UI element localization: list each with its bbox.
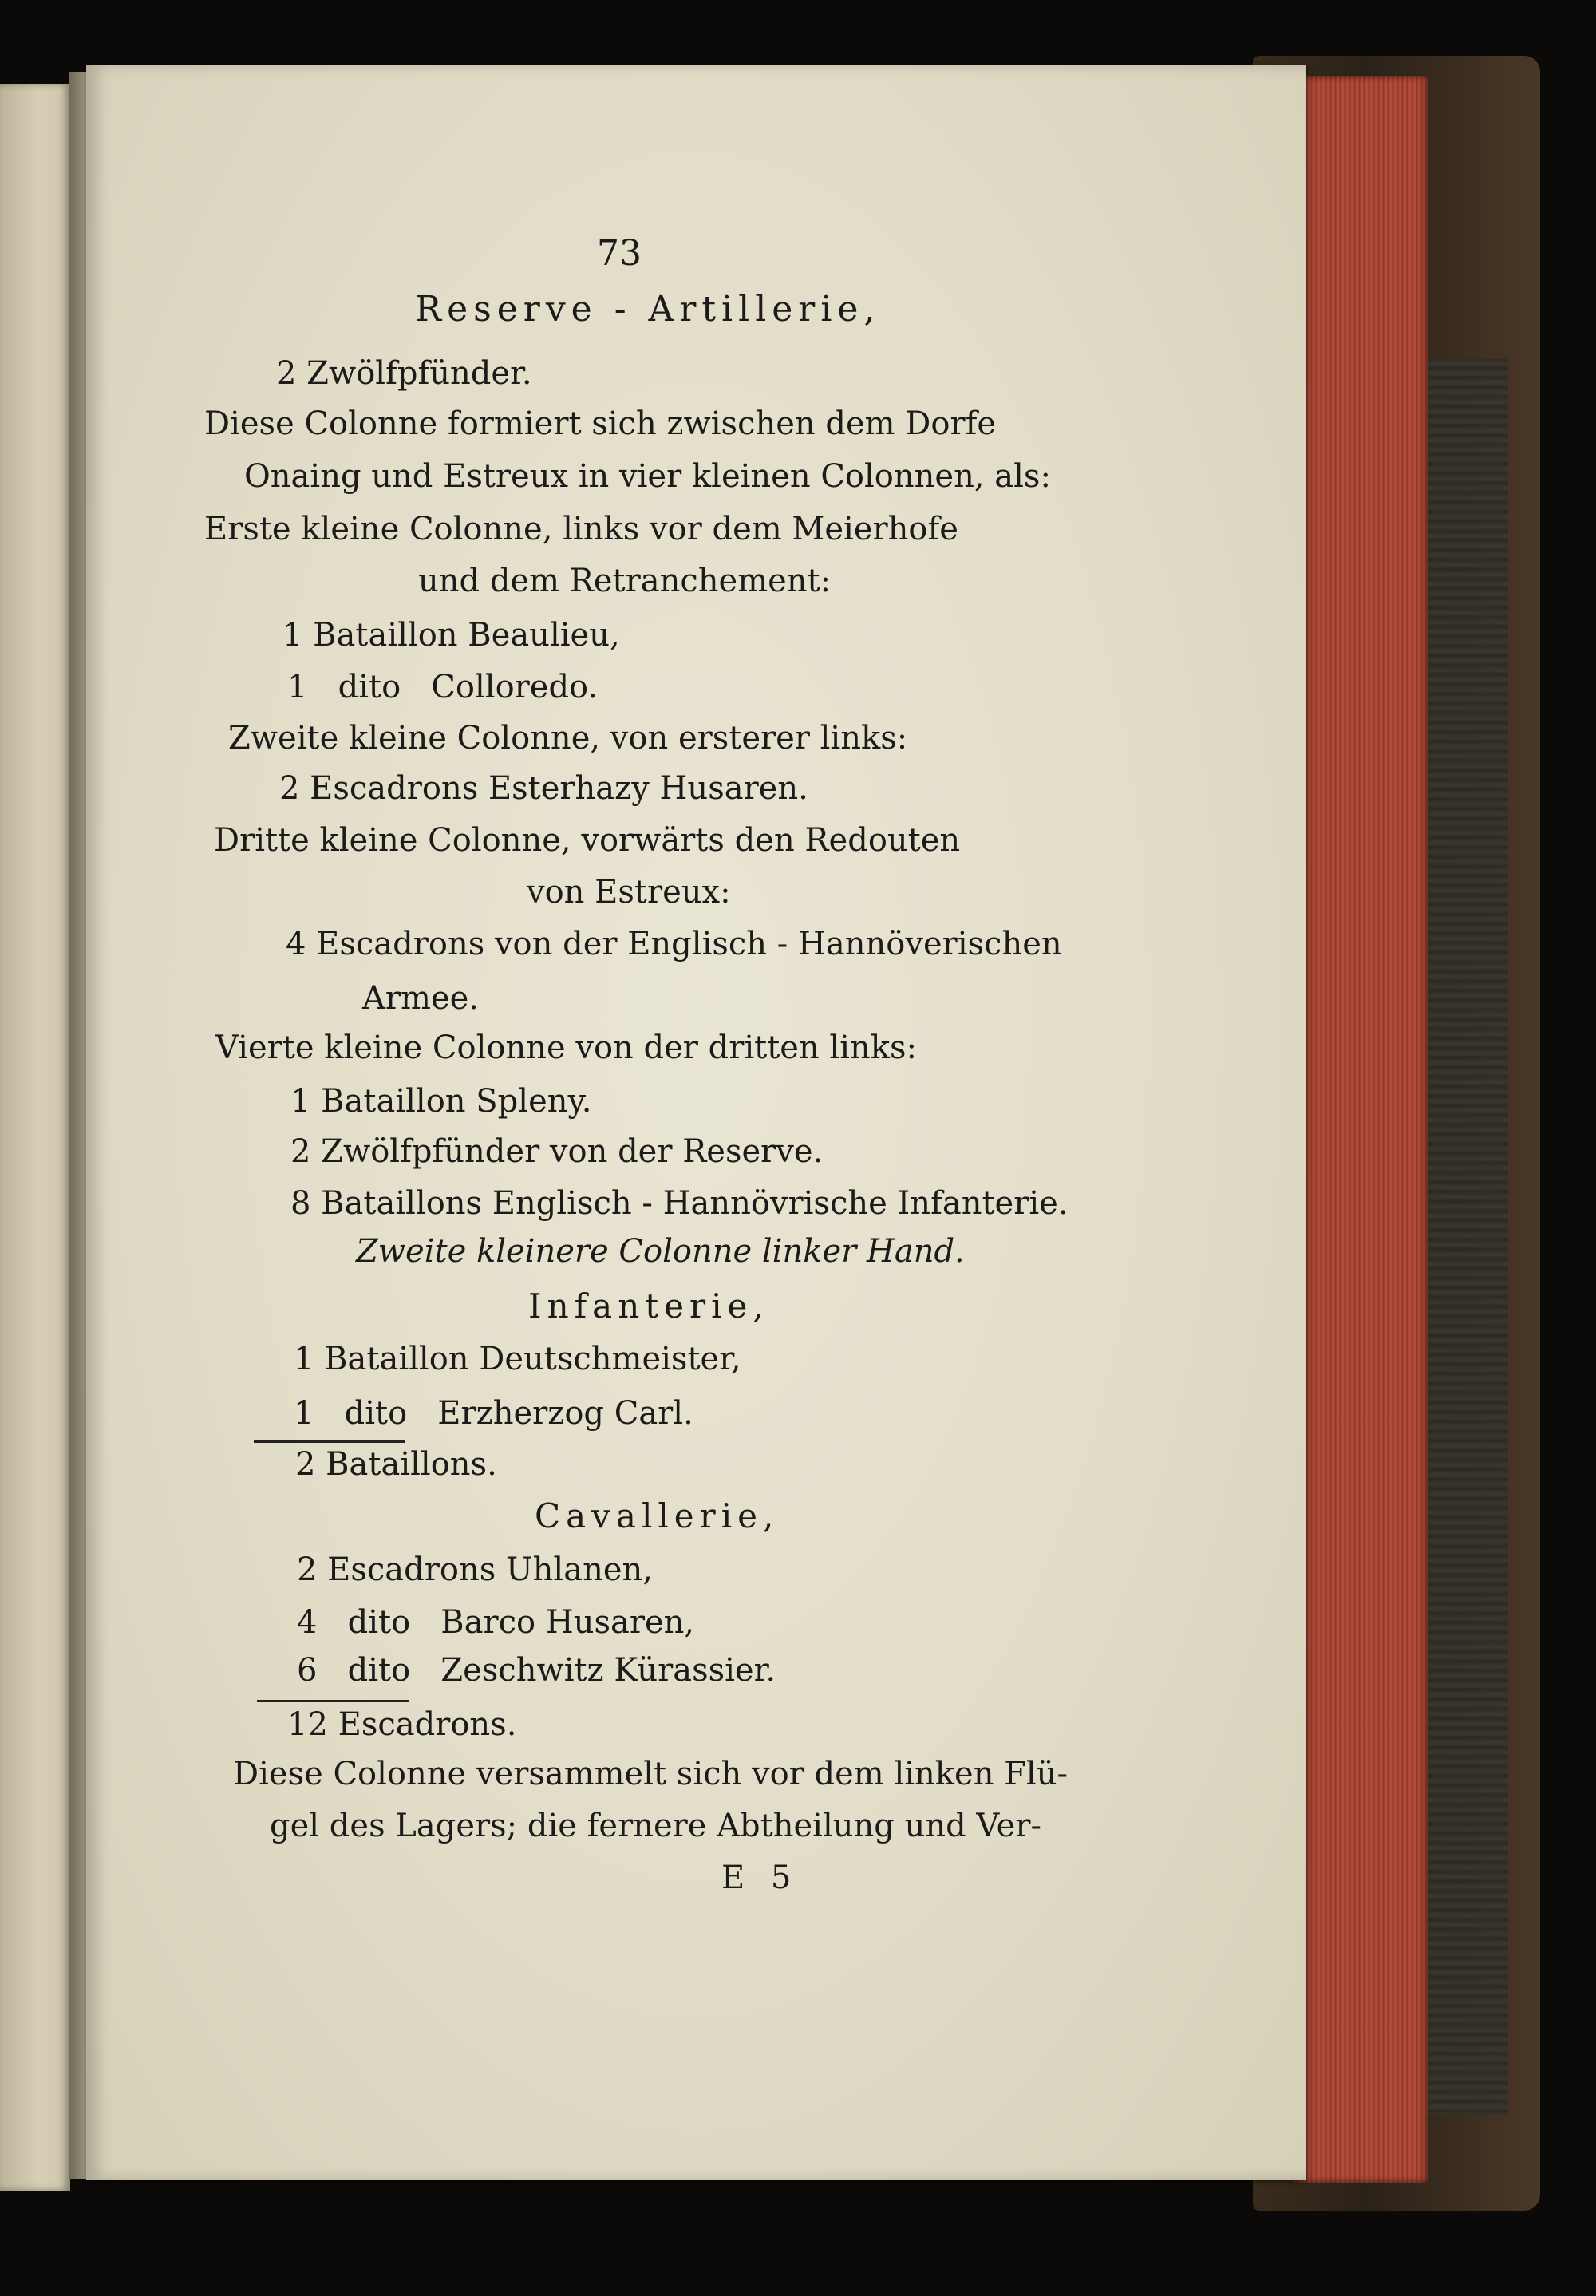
line-30: gel des Lagers; die fernere Abtheilung und Ver- (270, 1808, 1041, 1844)
line-11: Dritte kleine Colonne, vorwärts den Redouten (214, 822, 961, 859)
line-7: 1 Bataillon Beaulieu, (282, 617, 620, 654)
line-10: 2 Escadrons Esterhazy Husaren. (279, 770, 808, 807)
line-16: 1 Bataillon Spleny. (290, 1083, 592, 1120)
line-14: Armee. (362, 980, 479, 1017)
line-18: 8 Bataillons Englisch - Hannövrische Infanterie. (290, 1185, 1069, 1222)
sum-rule-2 (257, 1700, 409, 1702)
line-26: 4 dito Barco Husaren, (297, 1604, 695, 1641)
sum-rule-1 (254, 1440, 405, 1443)
line-25: 2 Escadrons Uhlanen, (297, 1551, 653, 1588)
line-8: 1 dito Colloredo. (287, 669, 598, 705)
line-22: 1 dito Erzherzog Carl. (294, 1395, 693, 1432)
page-number: 73 (597, 233, 642, 274)
line-19: Zweite kleinere Colonne linker Hand. (356, 1233, 965, 1270)
line-29: Diese Colonne versammelt sich vor dem linken Flü- (233, 1756, 1068, 1792)
line-6: und dem Retranchement: (418, 563, 832, 599)
left-page-edge (0, 84, 70, 2191)
line-12: von Estreux: (527, 874, 731, 911)
book-page (86, 65, 1306, 2180)
line-28: 12 Escadrons. (287, 1706, 517, 1743)
heading-infanterie: Infanterie, (528, 1286, 769, 1326)
line-9: Zweite kleine Colonne, von ersterer links: (228, 720, 908, 757)
line-2: 2 Zwölfpfünder. (276, 355, 532, 392)
line-3: Diese Colonne formiert sich zwischen dem Dorfe (204, 405, 997, 442)
heading-cavallerie: Cavallerie, (535, 1496, 780, 1535)
page-edges-red (1293, 76, 1428, 2183)
line-23: 2 Bataillons. (295, 1446, 497, 1483)
heading-reserve-artillerie: Reserve - Artillerie, (415, 289, 881, 330)
line-13: 4 Escadrons von der Englisch - Hannöverischen (286, 926, 1062, 962)
signature-mark: E 5 (721, 1859, 800, 1896)
line-27: 6 dito Zeschwitz Kürassier. (297, 1652, 776, 1689)
line-15: Vierte kleine Colonne von der dritten links: (215, 1029, 918, 1066)
line-21: 1 Bataillon Deutschmeister, (294, 1341, 741, 1377)
line-5: Erste kleine Colonne, links vor dem Meierhofe (204, 511, 958, 547)
line-4: Onaing und Estreux in vier kleinen Colonnen, als: (244, 458, 1051, 495)
line-17: 2 Zwölfpfünder von der Reserve. (290, 1133, 824, 1170)
